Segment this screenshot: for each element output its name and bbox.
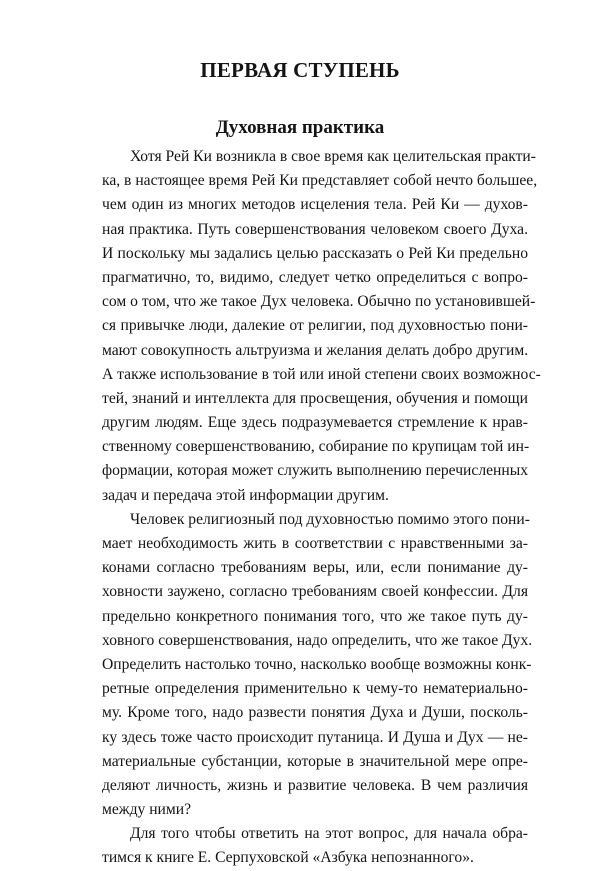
text-line: Для того чтобы ответить на этот вопрос, для начала обра- bbox=[130, 825, 528, 843]
text-line: А также использование в той или иной степени своих возможнос- bbox=[102, 365, 541, 383]
text-line: ственному совершенствованию, собирание по крупицам той ин- bbox=[102, 438, 530, 456]
paragraph bbox=[102, 145, 541, 508]
text-line: ся привычке люди, далекие от религии, под духовностью пони- bbox=[102, 317, 528, 335]
text-line: формации, которая может служить выполнению перечисленных bbox=[102, 462, 528, 480]
text-line: ная практика. Путь совершенствования человеком своего Духа. bbox=[102, 220, 528, 238]
text-line: тей, знаний и интеллекта для просвещения, обучения и помощи bbox=[102, 389, 528, 407]
text-line: деляют личность, жизнь и развитие человека. В чем различия bbox=[102, 776, 528, 794]
text-line: сом о том, что же такое Дух человека. Обычно по установившей- bbox=[102, 293, 536, 311]
section-title: Духовная практика bbox=[215, 117, 385, 138]
text-line: Определить настолько точно, насколько вообще возможны конк- bbox=[102, 655, 532, 673]
text-line: ретные определения применительно к чему-то нематериально- bbox=[102, 680, 528, 698]
text-line: материальные субстанции, которые в значительной мере опре- bbox=[102, 752, 528, 770]
paragraph bbox=[102, 508, 533, 822]
text-line: тимся к книге Е. Серпуховской «Азбука непознанного». bbox=[102, 849, 474, 867]
paragraph bbox=[102, 822, 528, 870]
text-line: ку здесь тоже часто происходит путаница. И Душа и Дух — не- bbox=[102, 728, 528, 746]
text-line: конами согласно требованиям веры, или, если понимание ду- bbox=[102, 559, 528, 577]
text-line: му. Кроме того, надо развести понятия Духа и Души, посколь- bbox=[102, 704, 528, 722]
text-line: ка, в настоящее время Рей Ки представляет собой нечто большее, bbox=[102, 172, 538, 190]
text-line: задач и передача этой информации другим. bbox=[102, 486, 389, 504]
text-line: чем один из многих методов исцеления тела. Рей Ки — духов- bbox=[102, 196, 528, 214]
text-line: прагматично, то, видимо, следует четко определиться с вопро- bbox=[102, 268, 528, 286]
text-line: И поскольку мы задались целью рассказать о Рей Ки предельно bbox=[102, 244, 528, 262]
body-text bbox=[102, 145, 541, 871]
text-line: другим людям. Еще здесь подразумевается стремление к нрав- bbox=[102, 414, 528, 432]
text-line: Хотя Рей Ки возникла в свое время как целительская практи- bbox=[130, 148, 536, 165]
text-line: мает необходимость жить в соответствии с нравственными за- bbox=[102, 535, 528, 552]
text-line: мают совокупность альтруизма и желания делать добро другим. bbox=[102, 341, 529, 359]
text-line: Человек религиозный под духовностью помимо этого пони- bbox=[130, 510, 530, 528]
text-line: предельно конкретного понимания того, что же такое путь ду- bbox=[102, 607, 528, 625]
text-line: ховного совершенствования, надо определить, что же такое Дух. bbox=[102, 631, 533, 649]
chapter-title: ПЕРВАЯ СТУПЕНЬ bbox=[200, 58, 400, 82]
text-line: между ними? bbox=[102, 801, 192, 819]
text-line: ховности заужено, согласно требованиям своей конфессии. Для bbox=[102, 583, 528, 601]
